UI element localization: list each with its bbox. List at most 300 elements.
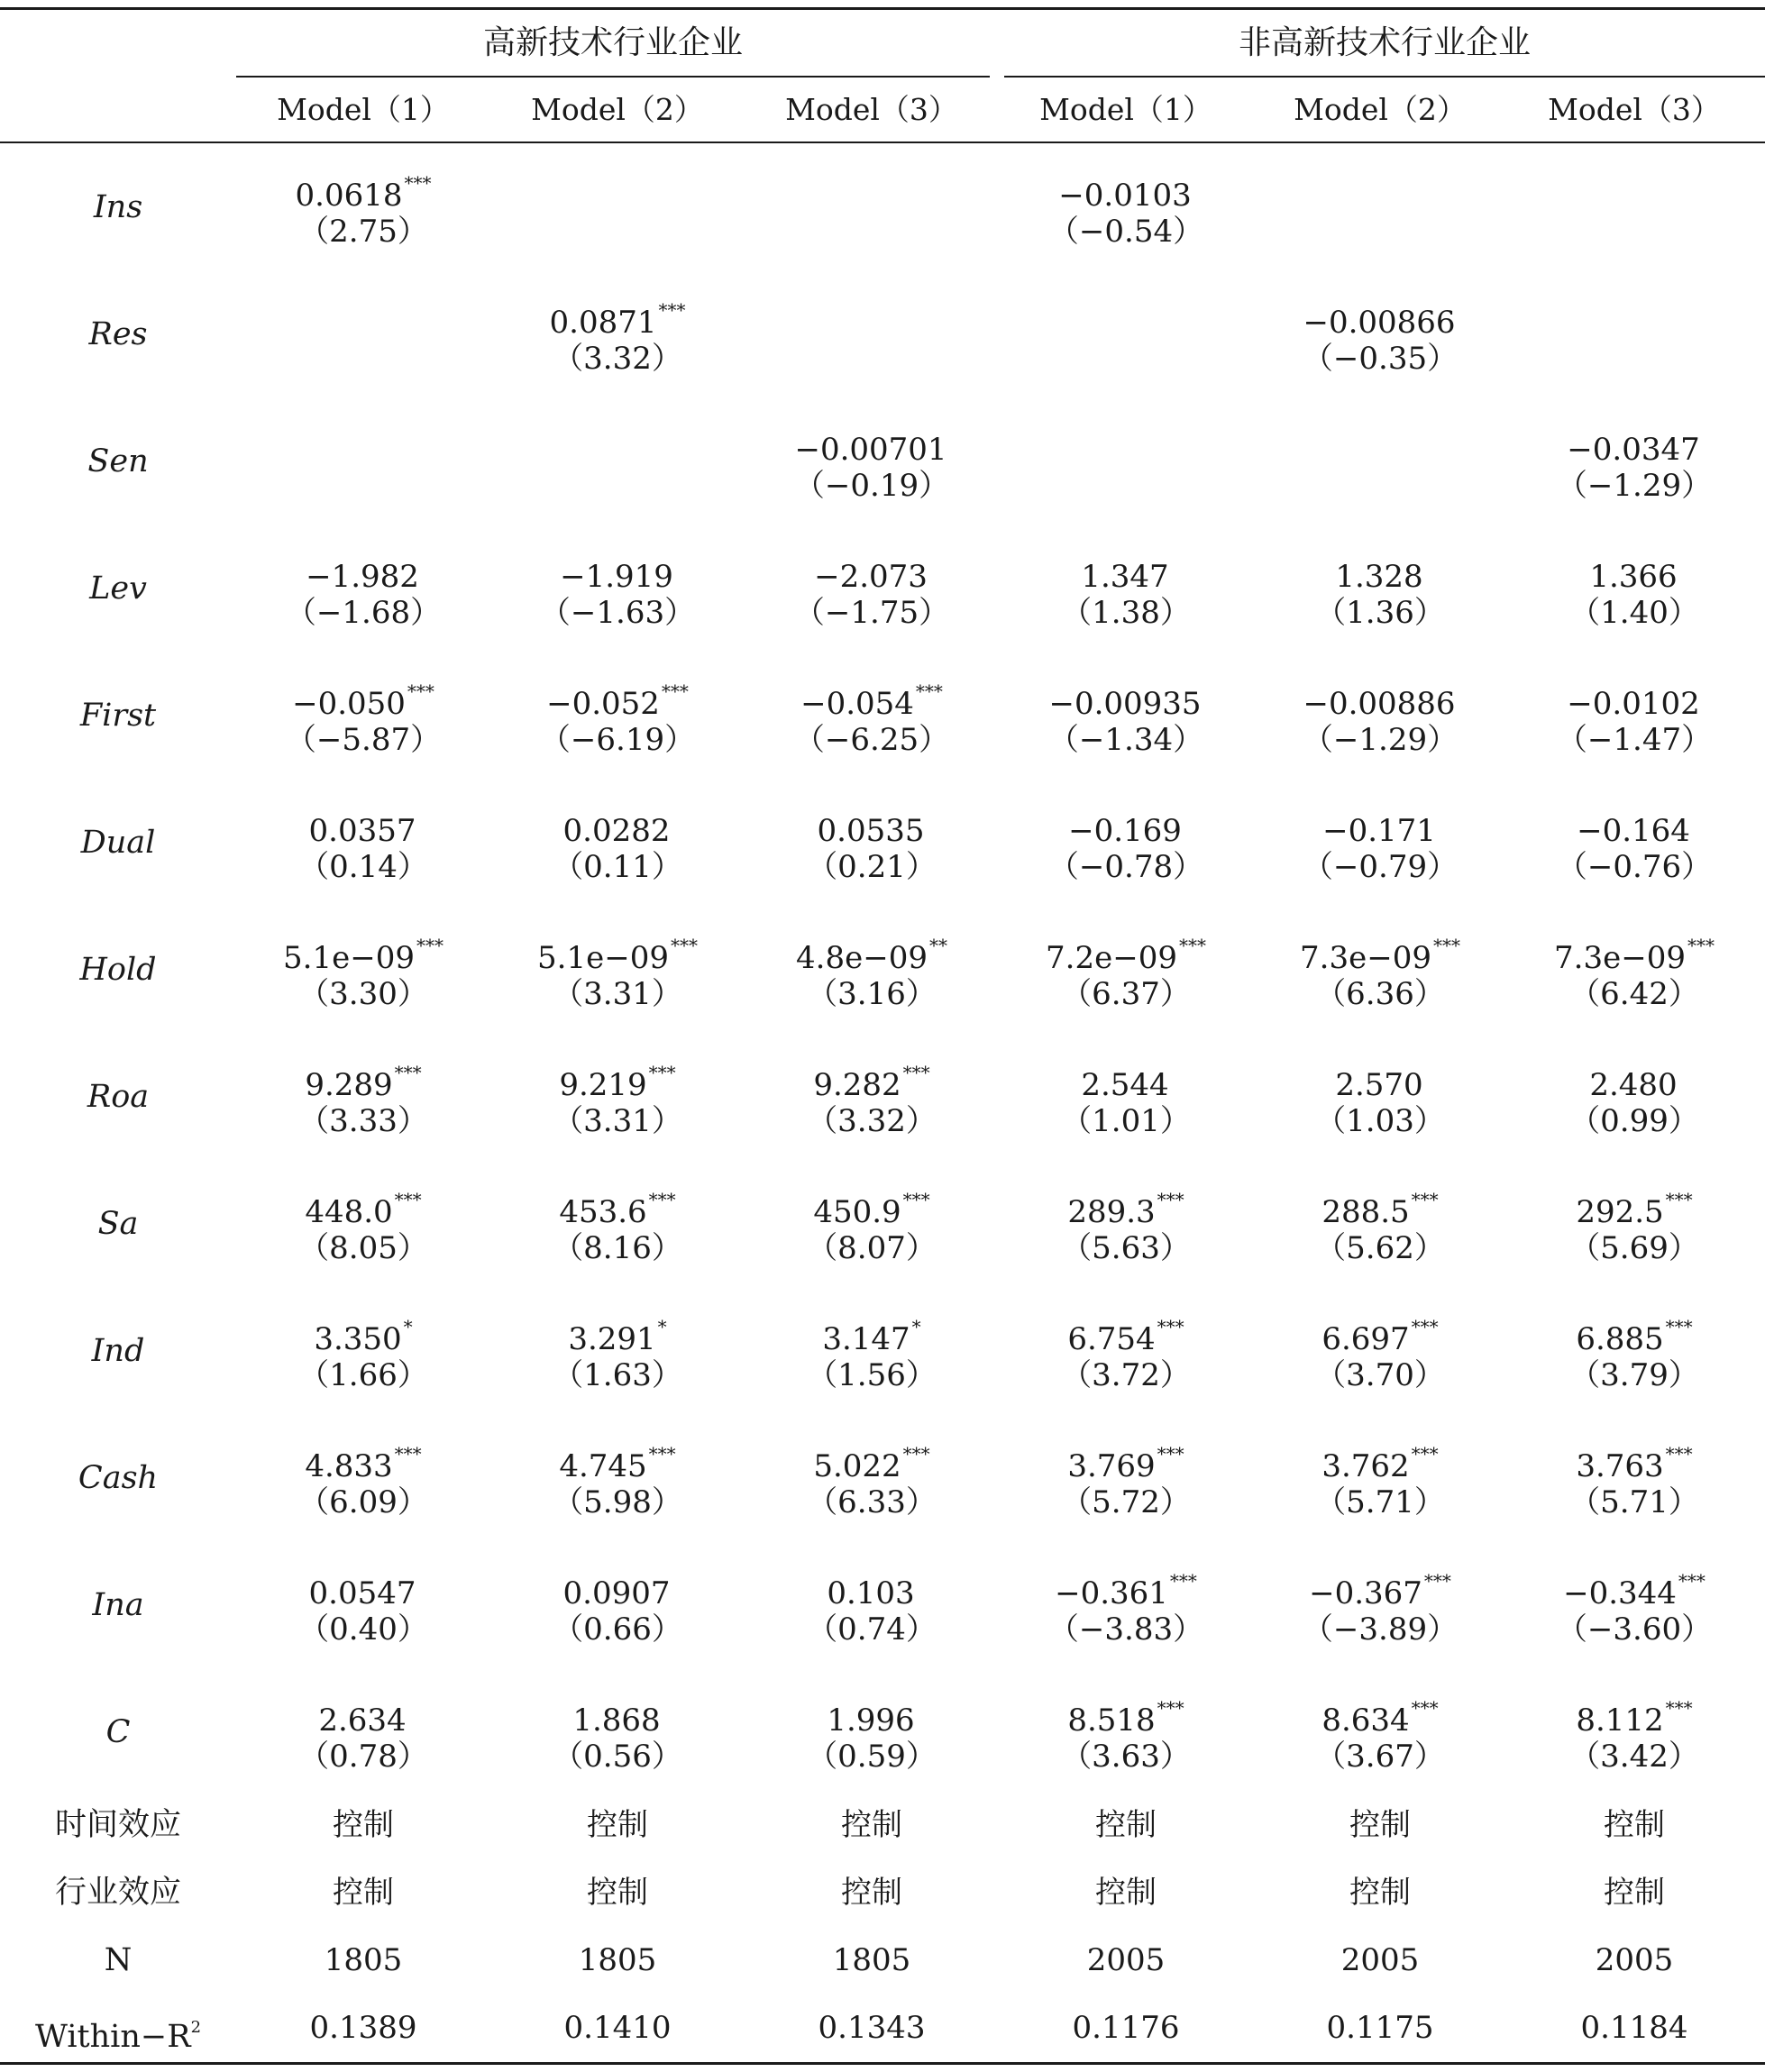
significance-stars: ***	[1665, 1697, 1693, 1719]
coefficient	[1253, 1302, 1507, 1357]
coefficient	[490, 1429, 745, 1484]
coef-cell	[236, 1175, 490, 1273]
t-statistic: （−1.34）	[1047, 722, 1204, 758]
coefficient	[490, 921, 745, 976]
variable-label: C	[105, 1714, 131, 1750]
coef-cell	[236, 413, 490, 510]
coefficient-value: −0.169	[1068, 813, 1182, 849]
footer-value: 控制	[1604, 1807, 1665, 1843]
footer-value: 控制	[1095, 1807, 1157, 1843]
t-statistic: （3.31）	[553, 976, 682, 1012]
t-statistic	[745, 334, 999, 383]
coef-cell	[236, 1556, 490, 1654]
footer-value: 控制	[841, 1875, 902, 1911]
coefficient	[999, 1556, 1253, 1611]
coef-cell	[490, 921, 745, 1018]
coef-cell	[1507, 159, 1761, 256]
t-statistic: （3.33）	[298, 1103, 428, 1139]
coefficient-value: 0.103	[827, 1575, 915, 1611]
coefficient-value: 4.8e−09	[796, 940, 928, 976]
r2-row	[0, 1994, 1765, 2062]
coefficient-value: −0.00701	[794, 432, 947, 468]
coefficient	[1253, 1556, 1507, 1611]
coefficient-value: 8.634	[1321, 1702, 1410, 1739]
group-header-non-hightech: 非高新技术行业企业	[1238, 24, 1531, 61]
footer-value: 控制	[1349, 1807, 1411, 1843]
coefficient-value: 1.347	[1081, 559, 1169, 595]
t-statistic: （−0.76）	[1556, 849, 1713, 885]
coefficient	[490, 1556, 745, 1611]
coefficient-value: −0.054	[800, 686, 914, 722]
footer-value: 控制	[841, 1807, 902, 1843]
coef-cell	[745, 794, 999, 891]
t-statistic	[999, 461, 1253, 510]
coef-cell	[999, 286, 1253, 383]
coefficient-value: 289.3	[1067, 1194, 1156, 1230]
r2-value: 0.1410	[563, 2010, 672, 2046]
significance-stars: ***	[394, 1062, 422, 1083]
coefficient	[745, 794, 999, 849]
significance-stars: *	[657, 1316, 667, 1337]
model-header: Model（1）	[1039, 92, 1212, 127]
coefficient-value: 0.0535	[817, 813, 925, 849]
coefficient	[1253, 1429, 1507, 1484]
coef-cell	[1253, 921, 1507, 1018]
coefficient	[236, 1556, 490, 1611]
coefficient	[745, 159, 999, 207]
coefficient-value: 0.0357	[308, 813, 416, 849]
significance-stars: ***	[915, 680, 943, 702]
coefficient	[1253, 286, 1507, 341]
t-statistic: （3.79）	[1569, 1357, 1699, 1393]
coefficient-value: 9.289	[305, 1067, 393, 1103]
coefficient	[999, 667, 1253, 722]
coef-cell	[236, 159, 490, 256]
coef-cell	[1253, 540, 1507, 637]
coef-cell	[999, 159, 1253, 256]
coef-cell	[1507, 1048, 1761, 1146]
t-statistic: （6.09）	[298, 1484, 428, 1520]
coefficient-value: 0.0871	[549, 305, 657, 341]
coef-cell	[999, 413, 1253, 510]
coefficient	[1253, 159, 1507, 207]
significance-stars: ***	[1665, 1443, 1693, 1465]
significance-stars: ***	[1157, 1443, 1184, 1465]
t-statistic: （0.59）	[807, 1739, 937, 1775]
significance-stars: ***	[1432, 935, 1460, 956]
significance-stars: ***	[407, 680, 434, 702]
model-header: Model（3）	[1548, 92, 1721, 127]
t-statistic: （5.69）	[1569, 1230, 1699, 1266]
coefficient-value: 6.754	[1067, 1321, 1156, 1357]
significance-stars: **	[928, 935, 947, 956]
coefficient	[1253, 1048, 1507, 1103]
t-statistic: （3.30）	[298, 976, 428, 1012]
coefficient-value: 1.328	[1335, 559, 1423, 595]
footer-value: 1805	[578, 1942, 657, 1978]
coefficient	[745, 413, 999, 468]
t-statistic	[490, 461, 745, 510]
coef-cell	[236, 1302, 490, 1400]
t-statistic: （0.21）	[807, 849, 937, 885]
table-row	[0, 794, 1765, 891]
coefficient	[1253, 413, 1507, 461]
variable-label: Ins	[93, 189, 143, 225]
coefficient	[999, 1048, 1253, 1103]
t-statistic: （1.56）	[807, 1357, 937, 1393]
coefficient	[1253, 667, 1507, 722]
t-statistic: （0.99）	[1569, 1103, 1699, 1139]
t-statistic: （5.98）	[553, 1484, 682, 1520]
significance-stars: ***	[902, 1189, 930, 1210]
coefficient-value: 288.5	[1321, 1194, 1410, 1230]
table-row	[0, 921, 1765, 1018]
group-rule-hightech	[236, 76, 990, 78]
coefficient	[999, 286, 1253, 334]
t-statistic: （−3.89）	[1302, 1611, 1459, 1648]
coefficient-value: −0.00886	[1303, 686, 1456, 722]
footer-value: 控制	[333, 1807, 394, 1843]
coefficient-value: 2.480	[1589, 1067, 1678, 1103]
coef-cell	[490, 413, 745, 510]
coef-cell	[490, 159, 745, 256]
r2-value: 0.1176	[1072, 2010, 1180, 2046]
t-statistic: （3.32）	[553, 341, 682, 377]
coef-cell	[490, 540, 745, 637]
r2-label-superscript: 2	[190, 2018, 202, 2037]
footer-value: 控制	[333, 1875, 394, 1911]
t-statistic: （6.33）	[807, 1484, 937, 1520]
t-statistic	[1253, 461, 1507, 510]
coef-cell	[1253, 1429, 1507, 1527]
t-statistic: （−1.47）	[1556, 722, 1713, 758]
t-statistic: （8.16）	[553, 1230, 682, 1266]
t-statistic: （0.56）	[553, 1739, 682, 1775]
coef-cell	[1253, 1302, 1507, 1400]
significance-stars: ***	[648, 1443, 676, 1465]
model-header: Model（3）	[785, 92, 958, 127]
coef-cell	[999, 921, 1253, 1018]
significance-stars: ***	[648, 1062, 676, 1083]
coefficient	[236, 1048, 490, 1103]
t-statistic: （−1.68）	[285, 595, 442, 631]
coefficient-value: 7.3e−09	[1300, 940, 1431, 976]
coefficient-value: 2.544	[1081, 1067, 1169, 1103]
coef-cell	[490, 286, 745, 383]
significance-stars: ***	[1157, 1316, 1184, 1337]
coefficient-value: 0.0618	[295, 178, 403, 214]
footer-value: 控制	[587, 1875, 648, 1911]
r2-value: 0.1389	[309, 2010, 417, 2046]
significance-stars: ***	[648, 1189, 676, 1210]
significance-stars: ***	[1665, 1189, 1693, 1210]
coefficient-value: −1.919	[560, 559, 673, 595]
coefficient-value: 1.868	[572, 1702, 661, 1739]
coefficient	[999, 1429, 1253, 1484]
footer-value: 1805	[832, 1942, 911, 1978]
t-statistic	[745, 207, 999, 256]
coef-cell	[236, 794, 490, 891]
top-rule	[0, 7, 1765, 10]
coef-cell	[236, 667, 490, 764]
significance-stars: ***	[1157, 1697, 1184, 1719]
variable-label: Roa	[87, 1079, 150, 1115]
r2-value: 0.1184	[1580, 2010, 1688, 2046]
coefficient-value: 5.022	[813, 1448, 901, 1484]
coef-cell	[490, 667, 745, 764]
coef-cell	[1253, 286, 1507, 383]
coefficient	[999, 1175, 1253, 1230]
variable-label: Res	[88, 316, 148, 352]
coefficient	[745, 1302, 999, 1357]
coefficient-value: 0.0282	[562, 813, 671, 849]
t-statistic: （3.16）	[807, 976, 937, 1012]
coefficient-value: 4.833	[305, 1448, 393, 1484]
coefficient	[745, 1556, 999, 1611]
coefficient	[490, 159, 745, 207]
footer-value: 2005	[1595, 1942, 1674, 1978]
t-statistic: （6.36）	[1315, 976, 1445, 1012]
coefficient	[490, 1048, 745, 1103]
t-statistic: （3.67）	[1315, 1739, 1445, 1775]
coef-cell	[745, 1302, 999, 1400]
t-statistic	[236, 334, 490, 383]
t-statistic: （2.75）	[298, 214, 428, 250]
t-statistic: （−6.19）	[539, 722, 696, 758]
coefficient-value: −0.367	[1309, 1575, 1422, 1611]
significance-stars: ***	[1665, 1316, 1693, 1337]
t-statistic: （1.66）	[298, 1357, 428, 1393]
t-statistic: （1.36）	[1315, 595, 1445, 631]
group-rule-non-hightech	[1004, 76, 1765, 78]
t-statistic: （6.42）	[1569, 976, 1699, 1012]
significance-stars: *	[403, 1316, 413, 1337]
coefficient-value: 3.147	[822, 1321, 910, 1357]
coefficient	[1253, 794, 1507, 849]
variable-label: Ina	[92, 1587, 144, 1623]
model-header: Model（1）	[277, 92, 450, 127]
coefficient	[999, 794, 1253, 849]
coefficient-value: 3.762	[1321, 1448, 1410, 1484]
t-statistic: （−0.19）	[793, 468, 950, 504]
coefficient-value: −0.0102	[1567, 686, 1700, 722]
coefficient-value: −2.073	[814, 559, 928, 595]
table-row	[0, 1429, 1765, 1527]
significance-stars: ***	[1178, 935, 1206, 956]
table-row	[0, 1048, 1765, 1146]
coefficient-value: 7.2e−09	[1046, 940, 1177, 976]
coef-cell	[745, 1684, 999, 1781]
coefficient-value: 2.634	[318, 1702, 407, 1739]
coefficient	[236, 1302, 490, 1357]
coef-cell	[999, 1048, 1253, 1146]
coef-cell	[745, 921, 999, 1018]
significance-stars: ***	[1423, 1570, 1451, 1592]
coef-cell	[236, 921, 490, 1018]
table-row	[0, 1556, 1765, 1654]
significance-stars: ***	[1678, 1570, 1706, 1592]
coefficient	[745, 1175, 999, 1230]
coef-cell	[490, 1048, 745, 1146]
coefficient	[1253, 921, 1507, 976]
table-row	[0, 1302, 1765, 1400]
coefficient-value: 1.996	[827, 1702, 915, 1739]
coefficient-value: 5.1e−09	[283, 940, 415, 976]
coefficient	[236, 794, 490, 849]
footer-row	[0, 1926, 1765, 1994]
coefficient-value: −0.00866	[1303, 305, 1456, 341]
coefficient	[236, 286, 490, 334]
variable-label: Dual	[80, 825, 156, 861]
t-statistic: （0.40）	[298, 1611, 428, 1648]
coefficient	[1253, 1684, 1507, 1739]
footer-value: 2005	[1086, 1942, 1166, 1978]
t-statistic: （−0.35）	[1302, 341, 1459, 377]
t-statistic: （−3.83）	[1047, 1611, 1204, 1648]
coef-cell	[1507, 540, 1761, 637]
coefficient	[236, 667, 490, 722]
variable-label: Ind	[91, 1333, 145, 1369]
footer-label: 时间效应	[54, 1807, 181, 1843]
coef-cell	[1507, 794, 1761, 891]
coef-cell	[1253, 413, 1507, 510]
t-statistic: （0.78）	[298, 1739, 428, 1775]
footer-row	[0, 1858, 1765, 1927]
coef-cell	[236, 1684, 490, 1781]
footer-label: N	[104, 1942, 133, 1978]
t-statistic: （5.62）	[1315, 1230, 1445, 1266]
coefficient-value: −0.0103	[1058, 178, 1192, 214]
footer-value: 控制	[1604, 1875, 1665, 1911]
coefficient-value: −0.361	[1055, 1575, 1168, 1611]
coef-cell	[745, 413, 999, 510]
t-statistic: （0.74）	[807, 1611, 937, 1648]
coefficient-value: 0.0907	[562, 1575, 671, 1611]
coefficient-value: 9.219	[559, 1067, 647, 1103]
coefficient	[1507, 286, 1761, 334]
significance-stars: ***	[1411, 1443, 1439, 1465]
significance-stars: ***	[1411, 1697, 1439, 1719]
group-header-hightech: 高新技术行业企业	[482, 24, 743, 61]
coefficient	[490, 794, 745, 849]
coef-cell	[490, 1556, 745, 1654]
t-statistic	[1507, 207, 1761, 256]
coefficient-value: 450.9	[813, 1194, 901, 1230]
coefficient	[745, 1684, 999, 1739]
t-statistic: （−6.25）	[793, 722, 950, 758]
coef-cell	[745, 667, 999, 764]
r2-label-text: Within−R	[34, 2019, 191, 2055]
coefficient-value: 8.112	[1576, 1702, 1664, 1739]
coef-cell	[999, 1302, 1253, 1400]
coef-cell	[236, 1429, 490, 1527]
coefficient	[490, 667, 745, 722]
coef-cell	[745, 1429, 999, 1527]
coefficient-value: 453.6	[559, 1194, 647, 1230]
coef-cell	[1253, 1556, 1507, 1654]
r2-value: 0.1343	[818, 2010, 926, 2046]
coef-cell	[236, 540, 490, 637]
significance-stars: ***	[416, 935, 444, 956]
coefficient-value: 3.350	[314, 1321, 402, 1357]
footer-value: 控制	[1095, 1875, 1157, 1911]
table-row	[0, 1175, 1765, 1273]
coef-cell	[490, 1684, 745, 1781]
coefficient	[999, 159, 1253, 214]
coefficient	[745, 667, 999, 722]
coefficient	[1507, 1048, 1761, 1103]
table-row	[0, 540, 1765, 637]
coefficient	[745, 286, 999, 334]
coefficient	[490, 413, 745, 461]
coef-cell	[745, 1556, 999, 1654]
significance-stars: ***	[658, 299, 686, 321]
coef-cell	[745, 540, 999, 637]
coefficient-value: 292.5	[1576, 1194, 1664, 1230]
t-statistic: （−0.78）	[1047, 849, 1204, 885]
header-rule	[0, 141, 1765, 143]
coefficient	[1507, 1302, 1761, 1357]
t-statistic: （1.03）	[1315, 1103, 1445, 1139]
coefficient	[490, 1175, 745, 1230]
coef-cell	[999, 794, 1253, 891]
coefficient	[1507, 1429, 1761, 1484]
coefficient	[1507, 667, 1761, 722]
t-statistic: （1.63）	[553, 1357, 682, 1393]
t-statistic	[999, 334, 1253, 383]
model-header: Model（2）	[531, 92, 704, 127]
coefficient-value: 9.282	[813, 1067, 901, 1103]
r2-label	[0, 1994, 236, 2062]
t-statistic: （3.32）	[807, 1103, 937, 1139]
coefficient	[999, 540, 1253, 595]
coefficient	[999, 413, 1253, 461]
coefficient-value: 0.0547	[308, 1575, 416, 1611]
t-statistic: （−3.60）	[1556, 1611, 1713, 1648]
t-statistic: （3.72）	[1061, 1357, 1191, 1393]
coef-cell	[1507, 286, 1761, 383]
coefficient	[236, 1684, 490, 1739]
coef-cell	[745, 1048, 999, 1146]
coefficient	[236, 1429, 490, 1484]
coef-cell	[999, 1175, 1253, 1273]
coefficient-value: 448.0	[305, 1194, 393, 1230]
coefficient	[1507, 540, 1761, 595]
coefficient	[1253, 540, 1507, 595]
coef-cell	[999, 1429, 1253, 1527]
coefficient	[999, 1302, 1253, 1357]
table-row	[0, 413, 1765, 510]
t-statistic: （−1.63）	[539, 595, 696, 631]
t-statistic: （0.11）	[553, 849, 682, 885]
coef-cell	[1507, 921, 1761, 1018]
coef-cell	[1507, 413, 1761, 510]
coef-cell	[1253, 159, 1507, 256]
footer-value: 2005	[1340, 1942, 1420, 1978]
footer-row	[0, 1791, 1765, 1859]
coefficient	[1507, 413, 1761, 468]
significance-stars: ***	[902, 1443, 930, 1465]
t-statistic: （3.63）	[1061, 1739, 1191, 1775]
variable-label: Lev	[89, 570, 147, 607]
t-statistic: （0.66）	[553, 1611, 682, 1648]
coef-cell	[1253, 794, 1507, 891]
significance-stars: ***	[902, 1062, 930, 1083]
coef-cell	[745, 286, 999, 383]
bottom-rule	[0, 2062, 1765, 2065]
coefficient	[236, 413, 490, 461]
coefficient-value: −0.052	[546, 686, 660, 722]
